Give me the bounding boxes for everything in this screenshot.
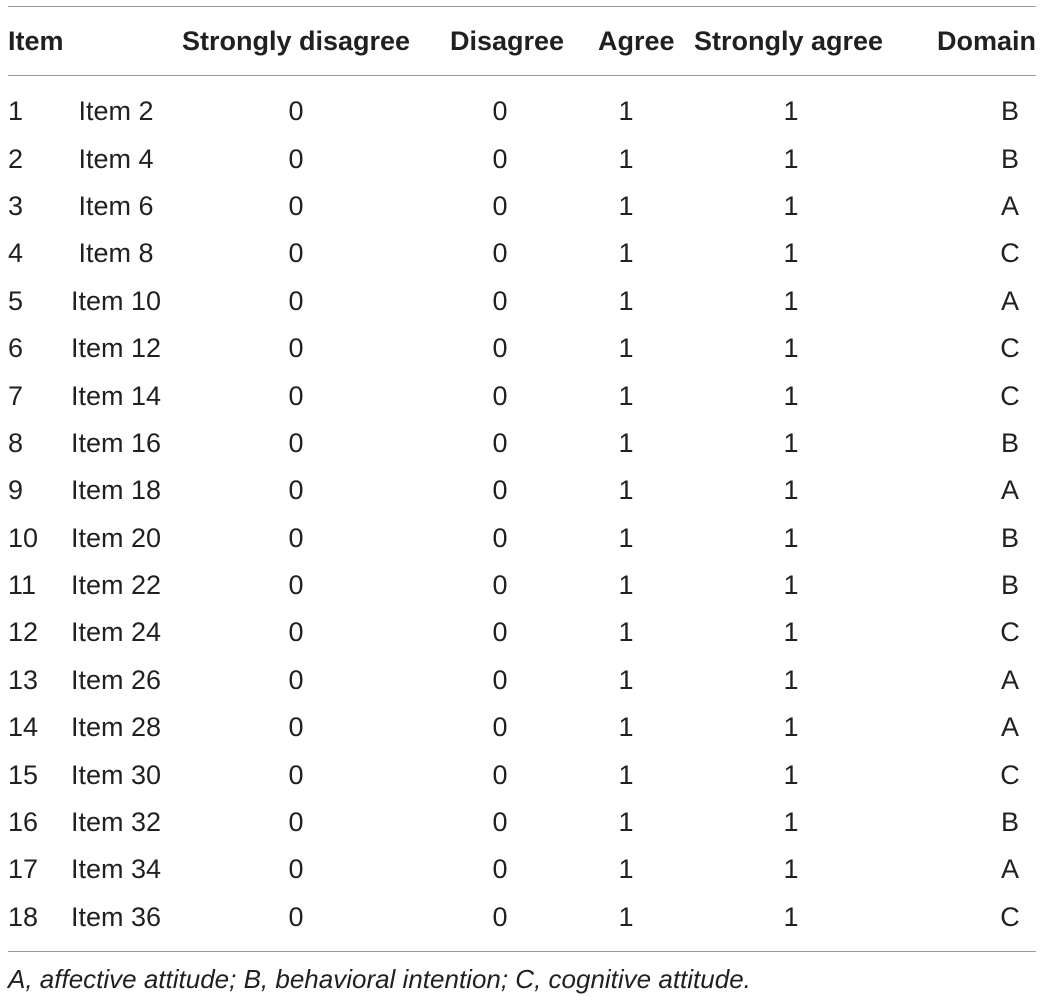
row-agree-score: 1 xyxy=(618,333,634,364)
row-disagree-score: 0 xyxy=(492,570,508,601)
table-row xyxy=(8,657,1036,704)
row-disagree-score: 0 xyxy=(492,664,508,695)
row-strongly-agree-score: 1 xyxy=(783,664,799,695)
table-row xyxy=(8,894,1036,941)
row-domain: B xyxy=(1000,96,1019,127)
row-strongly-agree-score: 1 xyxy=(783,807,799,838)
row-agree-score: 1 xyxy=(618,190,634,221)
row-agree-score: 1 xyxy=(618,238,634,269)
row-strongly-agree-score: 1 xyxy=(783,380,799,411)
header-disagree: Disagree xyxy=(450,25,565,56)
row-strongly-disagree-score: 0 xyxy=(288,522,304,553)
row-strongly-agree-score: 1 xyxy=(783,759,799,790)
row-domain: B xyxy=(1000,427,1019,458)
table-row xyxy=(8,278,1036,325)
row-item-label: Item 22 xyxy=(70,570,162,601)
row-agree-score: 1 xyxy=(618,522,634,553)
row-strongly-disagree-score: 0 xyxy=(288,238,304,269)
table-row xyxy=(8,325,1036,372)
row-number: 2 xyxy=(8,143,24,174)
row-number: 3 xyxy=(8,190,24,221)
table-row xyxy=(8,88,1036,135)
bottom-rule xyxy=(8,951,1036,952)
table-row xyxy=(8,467,1036,514)
row-disagree-score: 0 xyxy=(492,285,508,316)
row-strongly-disagree-score: 0 xyxy=(288,427,304,458)
row-disagree-score: 0 xyxy=(492,333,508,364)
row-item-label: Item 14 xyxy=(70,380,162,411)
row-item-label: Item 32 xyxy=(70,807,162,838)
row-strongly-disagree-score: 0 xyxy=(288,333,304,364)
row-strongly-disagree-score: 0 xyxy=(288,96,304,127)
row-agree-score: 1 xyxy=(618,475,634,506)
row-domain: C xyxy=(1000,238,1020,269)
row-domain: B xyxy=(1000,143,1019,174)
table-row xyxy=(8,420,1036,467)
row-item-label: Item 2 xyxy=(78,96,154,127)
row-agree-score: 1 xyxy=(618,570,634,601)
row-item-label: Item 24 xyxy=(70,617,162,648)
header-domain: Domain xyxy=(936,25,1036,56)
row-item-label: Item 16 xyxy=(70,427,162,458)
row-strongly-agree-score: 1 xyxy=(783,143,799,174)
row-disagree-score: 0 xyxy=(492,807,508,838)
row-number: 8 xyxy=(8,427,24,458)
row-disagree-score: 0 xyxy=(492,617,508,648)
row-disagree-score: 0 xyxy=(492,759,508,790)
table-row xyxy=(8,751,1036,798)
row-number: 10 xyxy=(8,522,39,553)
row-agree-score: 1 xyxy=(618,380,634,411)
table-row xyxy=(8,230,1036,277)
row-strongly-disagree-score: 0 xyxy=(288,759,304,790)
row-disagree-score: 0 xyxy=(492,143,508,174)
row-domain: A xyxy=(1000,664,1019,695)
table-row xyxy=(8,135,1036,182)
row-agree-score: 1 xyxy=(618,96,634,127)
row-strongly-disagree-score: 0 xyxy=(288,807,304,838)
table-footnote: A, affective attitude; B, behavioral intention; C, cognitive attitude. xyxy=(8,964,751,995)
row-item-label: Item 36 xyxy=(70,901,162,932)
row-item-label: Item 10 xyxy=(70,285,162,316)
row-strongly-agree-score: 1 xyxy=(783,96,799,127)
row-domain: A xyxy=(1000,285,1019,316)
row-disagree-score: 0 xyxy=(492,854,508,885)
row-strongly-agree-score: 1 xyxy=(783,238,799,269)
row-strongly-disagree-score: 0 xyxy=(288,570,304,601)
row-item-label: Item 26 xyxy=(70,664,162,695)
row-strongly-disagree-score: 0 xyxy=(288,854,304,885)
row-strongly-agree-score: 1 xyxy=(783,285,799,316)
table-header xyxy=(8,7,1036,75)
table-row xyxy=(8,799,1036,846)
row-item-label: Item 6 xyxy=(78,190,154,221)
row-agree-score: 1 xyxy=(618,759,634,790)
row-disagree-score: 0 xyxy=(492,427,508,458)
row-agree-score: 1 xyxy=(618,285,634,316)
row-number: 1 xyxy=(8,96,24,127)
row-domain: B xyxy=(1000,522,1019,553)
row-strongly-disagree-score: 0 xyxy=(288,475,304,506)
table-row xyxy=(8,704,1036,751)
row-strongly-disagree-score: 0 xyxy=(288,380,304,411)
row-domain: A xyxy=(1000,475,1019,506)
row-number: 9 xyxy=(8,475,24,506)
row-strongly-agree-score: 1 xyxy=(783,427,799,458)
table-row xyxy=(8,609,1036,656)
row-strongly-agree-score: 1 xyxy=(783,617,799,648)
header-strongly-agree: Strongly agree xyxy=(694,25,884,56)
row-item-label: Item 12 xyxy=(70,333,162,364)
row-number: 4 xyxy=(8,238,24,269)
table-row xyxy=(8,372,1036,419)
row-number: 14 xyxy=(8,712,39,743)
row-number: 5 xyxy=(8,285,24,316)
row-domain: C xyxy=(1000,901,1020,932)
row-strongly-disagree-score: 0 xyxy=(288,901,304,932)
row-disagree-score: 0 xyxy=(492,522,508,553)
table-body xyxy=(8,76,1036,951)
row-disagree-score: 0 xyxy=(492,190,508,221)
row-disagree-score: 0 xyxy=(492,238,508,269)
likert-scoring-table xyxy=(8,6,1036,995)
table-row xyxy=(8,515,1036,562)
row-number: 17 xyxy=(8,854,39,885)
row-agree-score: 1 xyxy=(618,427,634,458)
row-disagree-score: 0 xyxy=(492,475,508,506)
row-domain: B xyxy=(1000,570,1019,601)
row-strongly-agree-score: 1 xyxy=(783,190,799,221)
row-number: 18 xyxy=(8,901,39,932)
row-disagree-score: 0 xyxy=(492,96,508,127)
row-domain: A xyxy=(1000,854,1019,885)
row-item-label: Item 18 xyxy=(70,475,162,506)
row-strongly-agree-score: 1 xyxy=(783,901,799,932)
row-agree-score: 1 xyxy=(618,617,634,648)
row-item-label: Item 30 xyxy=(70,759,162,790)
header-strongly-disagree: Strongly disagree xyxy=(182,25,411,56)
row-number: 7 xyxy=(8,380,24,411)
row-number: 13 xyxy=(8,664,39,695)
row-strongly-agree-score: 1 xyxy=(783,570,799,601)
row-agree-score: 1 xyxy=(618,664,634,695)
row-disagree-score: 0 xyxy=(492,380,508,411)
row-agree-score: 1 xyxy=(618,712,634,743)
row-number: 16 xyxy=(8,807,39,838)
row-item-label: Item 34 xyxy=(70,854,162,885)
table-row xyxy=(8,562,1036,609)
row-number: 12 xyxy=(8,617,39,648)
row-domain: C xyxy=(1000,759,1020,790)
row-number: 15 xyxy=(8,759,39,790)
row-domain: A xyxy=(1000,712,1019,743)
row-item-label: Item 28 xyxy=(70,712,162,743)
row-agree-score: 1 xyxy=(618,901,634,932)
row-strongly-disagree-score: 0 xyxy=(288,285,304,316)
row-strongly-disagree-score: 0 xyxy=(288,712,304,743)
row-number: 11 xyxy=(8,570,37,601)
row-strongly-agree-score: 1 xyxy=(783,475,799,506)
row-agree-score: 1 xyxy=(618,143,634,174)
row-domain: C xyxy=(1000,333,1020,364)
row-strongly-agree-score: 1 xyxy=(783,522,799,553)
row-domain: C xyxy=(1000,380,1020,411)
row-agree-score: 1 xyxy=(618,807,634,838)
header-item: Item xyxy=(8,25,64,56)
row-item-label: Item 20 xyxy=(70,522,162,553)
row-number: 6 xyxy=(8,333,24,364)
row-strongly-disagree-score: 0 xyxy=(288,190,304,221)
row-disagree-score: 0 xyxy=(492,712,508,743)
row-strongly-agree-score: 1 xyxy=(783,854,799,885)
row-domain: A xyxy=(1000,190,1019,221)
table-row xyxy=(8,183,1036,230)
row-domain: B xyxy=(1000,807,1019,838)
row-strongly-agree-score: 1 xyxy=(783,333,799,364)
row-strongly-disagree-score: 0 xyxy=(288,143,304,174)
row-agree-score: 1 xyxy=(618,854,634,885)
row-strongly-agree-score: 1 xyxy=(783,712,799,743)
row-item-label: Item 8 xyxy=(78,238,154,269)
header-agree: Agree xyxy=(598,25,675,56)
row-disagree-score: 0 xyxy=(492,901,508,932)
row-strongly-disagree-score: 0 xyxy=(288,617,304,648)
row-domain: C xyxy=(1000,617,1020,648)
row-item-label: Item 4 xyxy=(78,143,154,174)
row-strongly-disagree-score: 0 xyxy=(288,664,304,695)
table-row xyxy=(8,846,1036,893)
